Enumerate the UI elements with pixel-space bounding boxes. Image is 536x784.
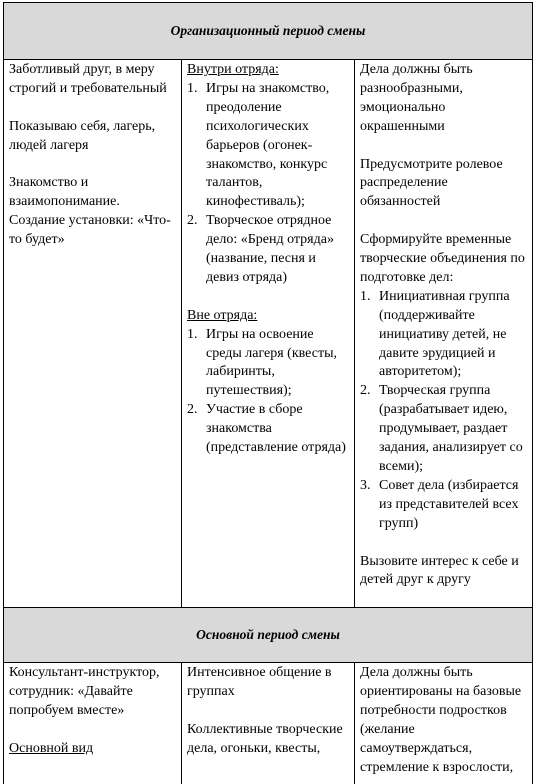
table-row: [3, 662, 533, 784]
list-text: Совет дела (избирается из представителей всех групп): [379, 477, 519, 531]
list-item: [360, 382, 527, 477]
table-row: [3, 59, 533, 608]
activity-text: Интенсивное общение в группах: [187, 665, 332, 699]
list-text: Творческая группа (разрабатывает идею, продумывает, раздает задания, анализирует со всеми);: [379, 383, 523, 474]
list-number: 2.: [360, 383, 371, 399]
section-title: Организационный период смены: [170, 23, 366, 38]
list-number: 3.: [360, 477, 371, 493]
list-item: [360, 477, 527, 534]
role-column: [4, 662, 181, 784]
list-number: 2.: [187, 402, 198, 418]
tip-text: Предусмотрите ролевое распределение обязанностей: [360, 156, 503, 210]
tips-column: [354, 59, 532, 607]
role-text: Создание установки: «Что-то будет»: [9, 213, 171, 248]
list-item: [187, 212, 349, 288]
list-number: 1.: [187, 80, 198, 96]
activities-column: [181, 662, 354, 784]
outside-label: Вне отряда:: [187, 307, 258, 323]
role-column: [4, 59, 181, 607]
role-text: Консультант-инструктор, сотрудник: «Давайте попробуем вместе»: [9, 665, 160, 718]
tip-text: Сформируйте временные творческие объединения по подготовке дел:: [360, 232, 525, 285]
section-header-organizational: [3, 2, 533, 60]
list-item: [360, 288, 527, 383]
list-item: [187, 401, 349, 458]
role-text: Показываю себя, лагерь, людей лагеря: [9, 118, 156, 153]
inside-label: Внутри отряда:: [187, 62, 279, 77]
role-text: Знакомство и взаимопонимание.: [9, 175, 120, 210]
list-item: [187, 326, 349, 402]
list-text: Инициативная группа (поддерживайте инициативу детей, не давите эрудицией и авторитетом);: [379, 288, 510, 380]
list-number: 1.: [360, 288, 371, 304]
list-number: 2.: [187, 213, 198, 229]
list-item: [187, 80, 349, 212]
role-text: Основной вид: [9, 740, 94, 756]
list-text: Участие в сборе знакомства (представление отряда): [206, 402, 346, 456]
section-title: Основной период смены: [196, 627, 340, 642]
tip-text: Вызовите интерес к себе и детей друг к другу: [360, 553, 519, 588]
activity-text: Коллективные творческие дела, огоньки, квесты,: [187, 721, 343, 756]
list-text: Игры на освоение среды лагеря (квесты, лабиринты, путешествия);: [206, 326, 337, 399]
section-header-main: [3, 607, 533, 663]
tips-column: [354, 662, 532, 784]
activities-column: [181, 59, 354, 607]
role-text: Заботливый друг, в меру строгий и требовательный: [9, 62, 167, 96]
list-text: Игры на знакомство, преодоление психологических барьеров (огонек-знакомство, конкурс талантов, кинофестиваль);: [206, 80, 330, 210]
list-text: Творческое отрядное дело: «Бренд отряда» (название, песня и девиз отряда): [206, 213, 334, 285]
list-number: 1.: [187, 326, 198, 342]
tip-text: Дела должны быть разнообразными, эмоционально окрашенными: [360, 62, 473, 134]
tip-text: Дела должны быть ориентированы на базовые потребности подростков (желание самоутверждаться, стремление к взрослости,: [360, 665, 522, 775]
